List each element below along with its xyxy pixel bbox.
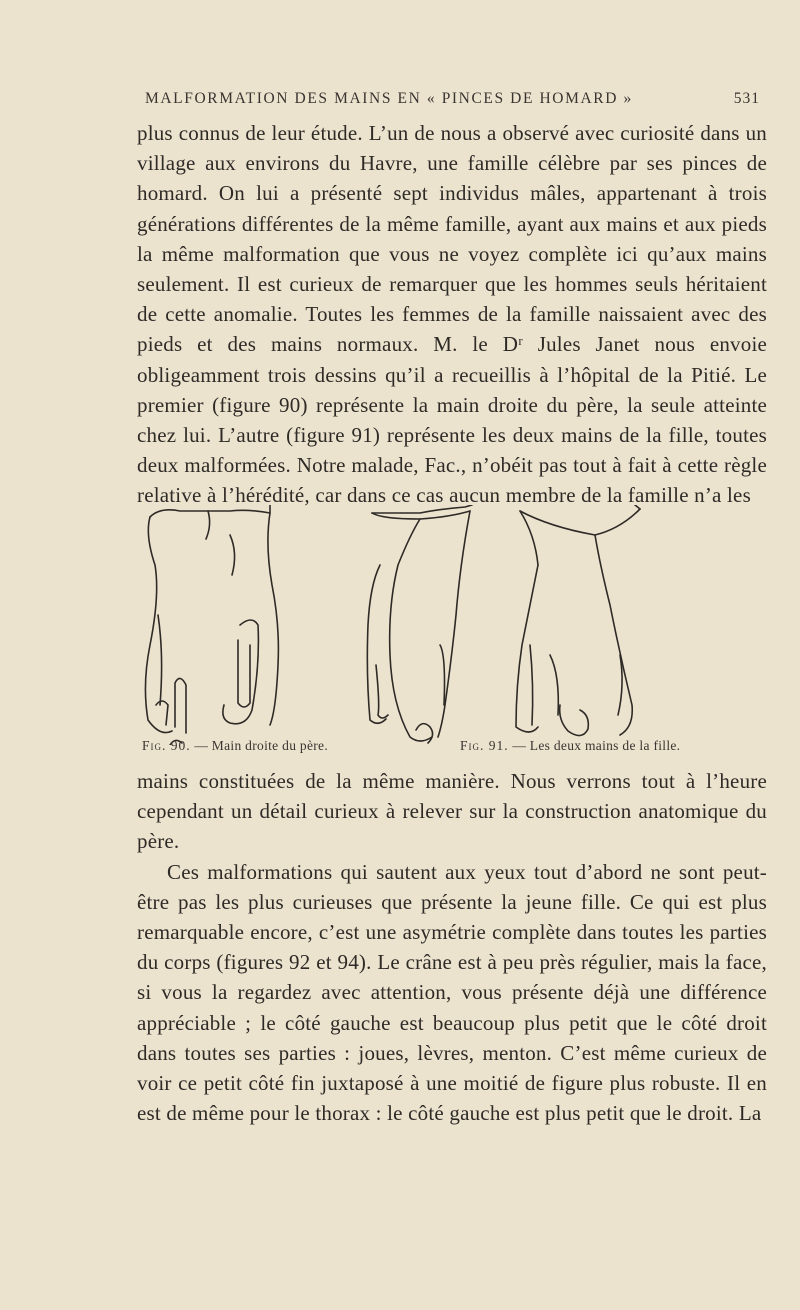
paragraph-bottom-2: Ces malformations qui sautent aux yeux tout d’abord ne sont peut-être pas les plus curieuses que présente la jeune fille. Ce qui est plus remarquable encore, c’est une asymétrie complète dans toutes les parties du corps (figures 92 et 94). Le crâne est à peu près régulier, mais la face, si vous la regardez avec attention, vous présente déjà une différence appréciable ; le côté gauche est beaucoup plus petit que le côté droit dans toutes ses parties : joues, lèvres, menton. C’est même curieux de voir ce petit côté fin juxtaposé à une moitié de figure plus robuste. Il en est de même pour le thorax : le côté gauche est plus petit que le droit. La bbox=[137, 859, 767, 1126]
paragraph-top-text: plus connus de leur étude. L’un de nous a observé avec curiosité dans un village aux environs du Havre, une famille célèbre par ses pinces de homard. On lui a présenté sept individus mâles, appartenant à trois générations différentes de la même famille, ayant aux mains et aux pieds la même malformation que vous ne voyez complète ici qu’aux mains seulement. Il est curieux de remarquer que les hommes seuls héritaient de cette anomalie. Toutes les femmes de la famille naissaient avec des pieds et des mains normaux. M. le Dʳ Jules Janet nous envoie obligeamment trois dessins qu’il a recueillis à l’hôpital de la Pitié. Le premier (figure 90) représente la main droite du père, la seule atteinte chez lui. L’autre (figure 91) représente les deux mains de la fille, toutes deux malformées. Notre malade, Fac., n’obéit pas tout à fait à cette règle relative à l’hérédité, car dans ce cas aucun membre de la famille n’a les bbox=[137, 121, 767, 508]
figure-illustrations bbox=[120, 505, 790, 745]
figure-91-right-hand-drawing bbox=[516, 505, 640, 736]
figure-90-label: Fig. 90. bbox=[142, 738, 191, 753]
paragraph-top bbox=[137, 118, 767, 511]
figure-90-caption-text: — Main droite du père. bbox=[194, 738, 329, 753]
page-number: 531 bbox=[733, 90, 760, 107]
figure-91-caption-text: — Les deux mains de la fille. bbox=[512, 738, 681, 753]
figure-91-caption bbox=[460, 738, 680, 754]
running-title: MALFORMATION DES MAINS EN « PINCES DE HOMARD » bbox=[145, 90, 633, 107]
hand-drawings bbox=[120, 505, 790, 745]
running-header bbox=[145, 90, 760, 112]
figure-91-left-hand-drawing bbox=[367, 505, 472, 743]
figure-90-caption bbox=[142, 738, 328, 754]
paragraph-bottom bbox=[137, 766, 767, 1128]
figure-91-label: Fig. 91. bbox=[460, 738, 509, 753]
paragraph-bottom-1: mains constituées de la même manière. Nous verrons tout à l’heure cependant un détail curieux à relever sur la construction anatomique du père. bbox=[137, 769, 767, 854]
figure-90-hand-drawing bbox=[145, 505, 278, 745]
